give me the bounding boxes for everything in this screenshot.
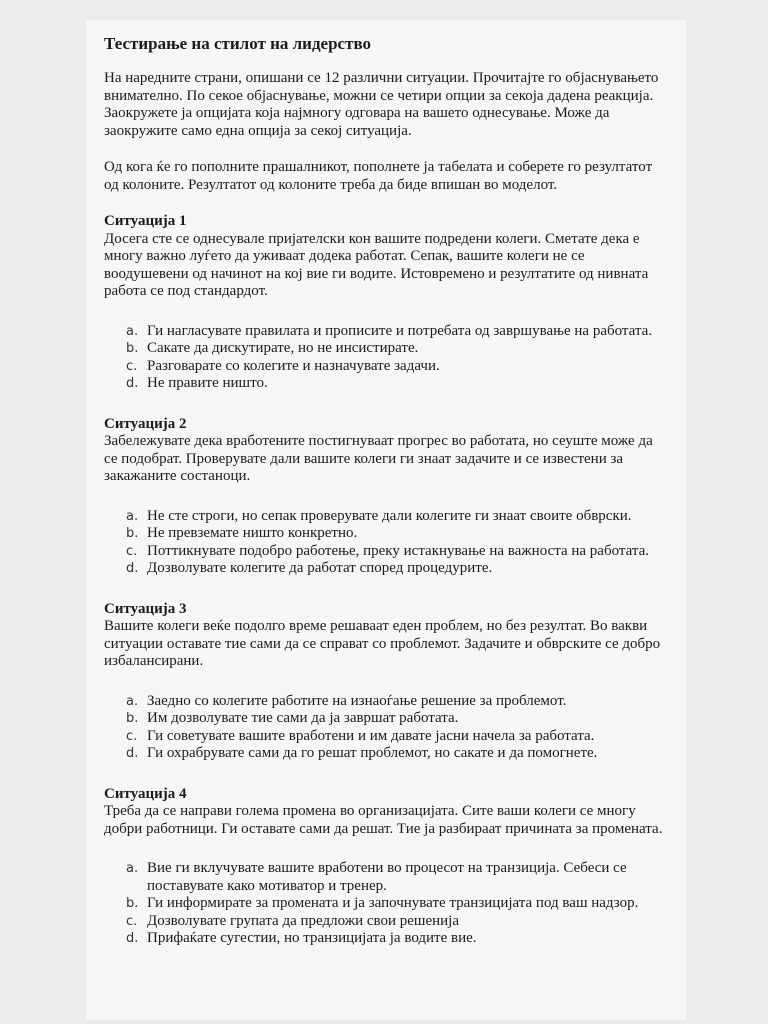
option-letter: a. [126,861,139,876]
options-list [104,323,664,393]
option-text: Прифаќате сугестии, но транзицијата ја водите вие. [147,930,477,946]
situation-description: Забележувате дека вработените постигнуваат прогрес во работата, но сеуште може да се подобрат. Проверувате дали вашите колеги ги знаат задачите и се известени за закажаните состаноци. [104,433,653,484]
option-text: Поттикнувате подобро работење, преку истакнување на важноста на работата. [147,542,650,559]
option-letter: d. [126,931,139,946]
situation-2 [104,416,664,578]
option-text: Не превземате ништо конкретно. [147,525,358,541]
option-c[interactable] [104,913,664,931]
option-letter: c. [126,913,138,929]
option-c[interactable] [104,543,664,561]
document-content [104,34,664,971]
options-list [104,860,664,948]
option-text: Не сте строги, но сепак проверувате дали колегите ги знаат своите обврски. [147,507,632,524]
option-d[interactable] [104,560,664,578]
option-text: Ги советувате вашите вработени и им давате јасни начела за работата. [147,727,595,744]
option-letter: a. [126,508,139,524]
option-letter: c. [126,728,138,744]
situation-description: Треба да се направи голема промена во организацијата. Сите ваши колеги се многу добри работници. Ги оставате сами да решат. Тие ја разбираат причината за промената. [104,803,663,837]
option-letter: c. [126,543,138,559]
option-text: Ги нагласувате правилата и прописите и потребата од завршување на работата. [147,322,653,339]
option-text: Разговарате со колегите и назначувате задачи. [147,357,440,374]
option-a[interactable] [104,693,664,711]
option-letter: c. [126,358,138,374]
option-d[interactable] [104,375,664,393]
option-text: Сакате да дискутирате, но не инсистирате. [147,340,419,356]
situation-4 [104,786,664,948]
option-a[interactable] [104,508,664,526]
option-c[interactable] [104,728,664,746]
situation-heading: Ситуација 2 [104,415,187,432]
option-text: Ги охрабрувате сами да го решат проблемот, но сакате и да помогнете. [147,745,598,761]
intro-paragraph-1: На наредните страни, опишани се 12 различни ситуации. Прочитајте го објаснувањето внимателно. По секое објаснување, можни се четири опции за секоја дадена реакција. Заокружете ја опцијата која најмногу одговара на вашето однесување. Може да заокружите само една опција за секој ситуација. [104,70,659,139]
option-letter: b. [126,896,139,911]
situation-3 [104,601,664,763]
option-b[interactable] [104,340,664,358]
option-text: Заедно со колегите работите на изнаоѓање решение за проблемот. [147,692,567,709]
situation-heading: Ситуација 4 [104,785,187,802]
intro-paragraph-2: Од кога ќе го пополните прашалникот, пополнете ја табелата и соберете го резултатот од колоните. Резултатот од колоните треба да биде впишан во моделот. [104,159,653,193]
option-a[interactable] [104,860,664,895]
situation-heading: Ситуација 3 [104,600,187,617]
situation-description: Досега сте се однесувале пријателски кон вашите подредени колеги. Сметате дека е многу важно луѓето да уживаат додека работат. Сепак, вашите колеги не се воодушевени од начинот на кој вие ги водите. Истовремено и резултатите од нивната работа се под стандардот. [104,230,649,299]
option-text: Им дозволувате тие сами да ја завршат работата. [147,710,459,726]
option-b[interactable] [104,895,664,913]
option-d[interactable] [104,745,664,763]
option-text: Дозволувате колегите да работат според процедурите. [147,560,493,576]
options-list [104,508,664,578]
page-title: Тестирање на стилот на лидерство [104,34,372,53]
option-c[interactable] [104,358,664,376]
option-text: Вие ги вклучувате вашите вработени во процесот на транзиција. Себеси се поставувате како мотиватор и тренер. [147,860,627,894]
option-text: Ги информирате за промената и ја започнувате транзицијата под ваш надзор. [147,895,639,911]
option-text: Не правите ништо. [147,375,268,391]
option-letter: a. [126,693,139,709]
option-d[interactable] [104,930,664,948]
situation-1 [104,213,664,393]
option-letter: d. [126,746,139,761]
situation-description: Вашите колеги веќе подолго време решаваат еден проблем, но без резултат. Во вакви ситуации оставате тие сами да се справат со проблемот. Задачите и обврските се добро избалансирани. [104,618,661,669]
option-letter: b. [126,341,139,356]
option-b[interactable] [104,525,664,543]
situation-heading: Ситуација 1 [104,213,187,229]
option-a[interactable] [104,323,664,341]
options-list [104,693,664,763]
option-b[interactable] [104,710,664,728]
option-letter: a. [126,323,139,339]
option-letter: b. [126,711,139,726]
option-letter: b. [126,526,139,541]
option-letter: d. [126,561,139,576]
option-letter: d. [126,376,139,391]
option-text: Дозволувате групата да предложи свои решенија [147,912,460,929]
